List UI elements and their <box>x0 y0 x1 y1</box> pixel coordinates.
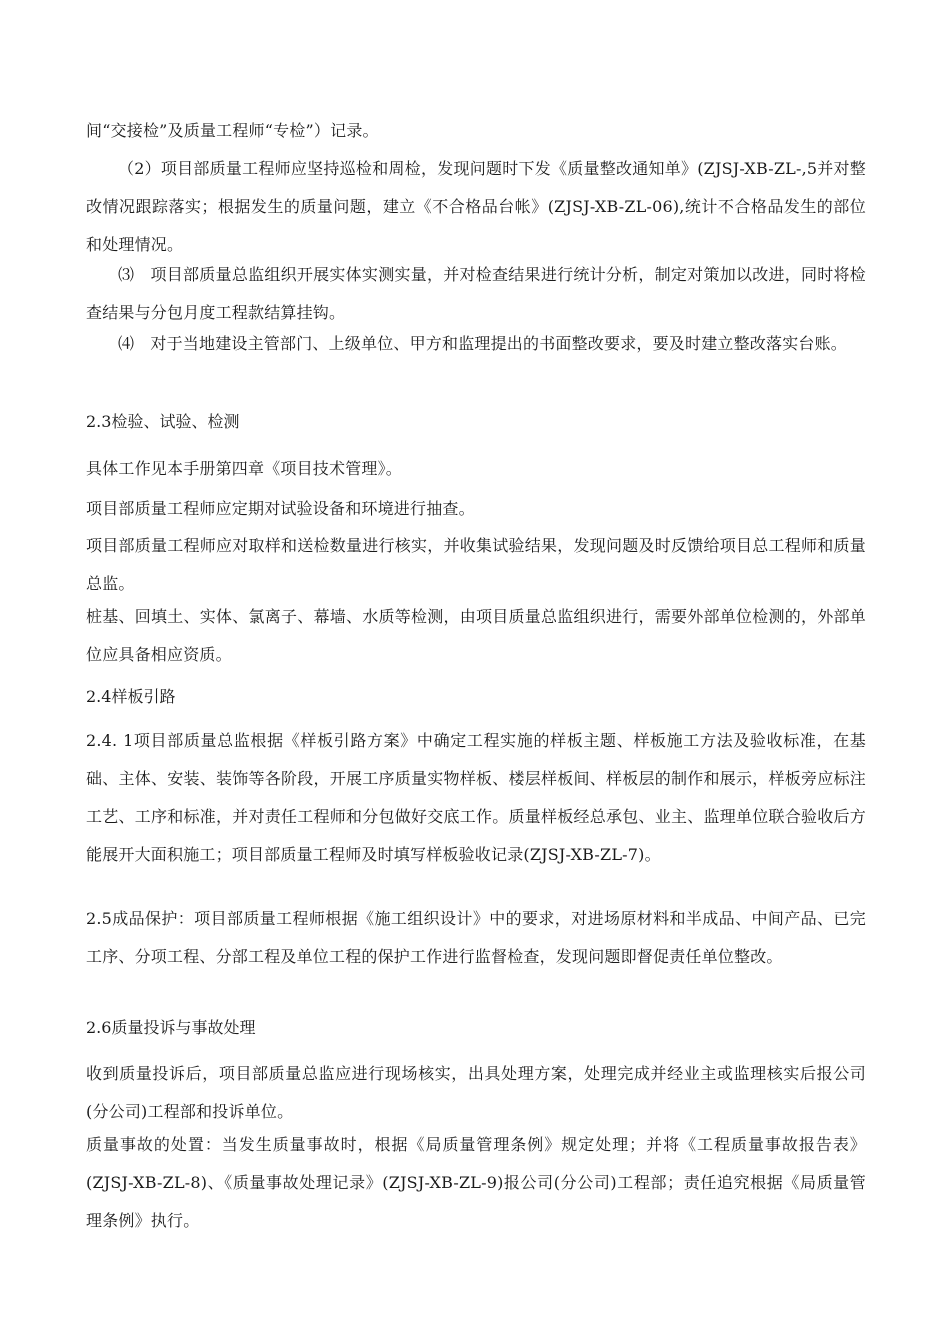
section-heading-2-4: 2.4样板引路 <box>86 687 176 706</box>
paragraph-records: 间“交接检”及质量工程师“专检”）记录。 <box>86 121 379 140</box>
paragraph-accident: 质量事故的处置：当发生质量事故时，根据《局质量管理条例》规定处理；并将《工程质量事故报告表》(ZJSJ-XB-ZL-8)、《质量事故处理记录》(ZJSJ-XB-ZL-9)报公司(分公司)工程部；责任追究根据《局质量管理条例》执行。 <box>86 1135 866 1230</box>
section-heading-2-3: 2.3检验、试验、检测 <box>86 412 240 431</box>
paragraph-sampling: 项目部质量工程师应对取样和送检数量进行核实，并收集试验结果，发现问题及时反馈给项目总工程师和质量总监。 <box>86 536 866 593</box>
paragraph-item-3: ⑶ 项目部质量总监组织开展实体实测实量，并对检查结果进行统计分析，制定对策加以改进，同时将检查结果与分包月度工程款结算挂钩。 <box>86 265 866 322</box>
paragraph-equipment-check: 项目部质量工程师应定期对试验设备和环境进行抽查。 <box>86 499 475 518</box>
paragraph-testing: 桩基、回填土、实体、氯离子、幕墙、水质等检测，由项目质量总监组织进行，需要外部单位检测的，外部单位应具备相应资质。 <box>86 607 866 664</box>
paragraph-sample-guidance: 2.4. 1项目部质量总监根据《样板引路方案》中确定工程实施的样板主题、样板施工方法及验收标准，在基础、主体、安装、装饰等各阶段，开展工序质量实物样板、楼层样板间、样板层的制作和展示，样板旁应标注工艺、工序和标准，并对责任工程师和分包做好交底工作。质量样板经总承包、业主、监理单位联合验收后方能展开大面积施工；项目部质量工程师及时填写样板验收记录(ZJSJ-XB-ZL-7)。 <box>86 731 866 864</box>
paragraph-item-4: ⑷ 对于当地建设主管部门、上级单位、甲方和监理提出的书面整改要求，要及时建立整改落实台账。 <box>118 334 848 353</box>
paragraph-item-2: （2）项目部质量工程师应坚持巡检和周检，发现问题时下发《质量整改通知单》(ZJSJ-XB-ZL-,5并对整改情况跟踪落实；根据发生的质量问题，建立《不合格品台帐》(ZJSJ-XB-ZL-06),统计不合格品发生的部位和处理情况。 <box>86 159 866 254</box>
paragraph-product-protection: 2.5成品保护：项目部质量工程师根据《施工组织设计》中的要求，对进场原材料和半成品、中间产品、已完工序、分项工程、分部工程及单位工程的保护工作进行监督检查，发现问题即督促责任单位整改。 <box>86 909 866 966</box>
paragraph-complaint: 收到质量投诉后，项目部质量总监应进行现场核实，出具处理方案，处理完成并经业主或监理核实后报公司(分公司)工程部和投诉单位。 <box>86 1064 866 1121</box>
paragraph-tech-manual: 具体工作见本手册第四章《项目技术管理》。 <box>86 459 403 478</box>
section-heading-2-6: 2.6质量投诉与事故处理 <box>86 1018 256 1037</box>
